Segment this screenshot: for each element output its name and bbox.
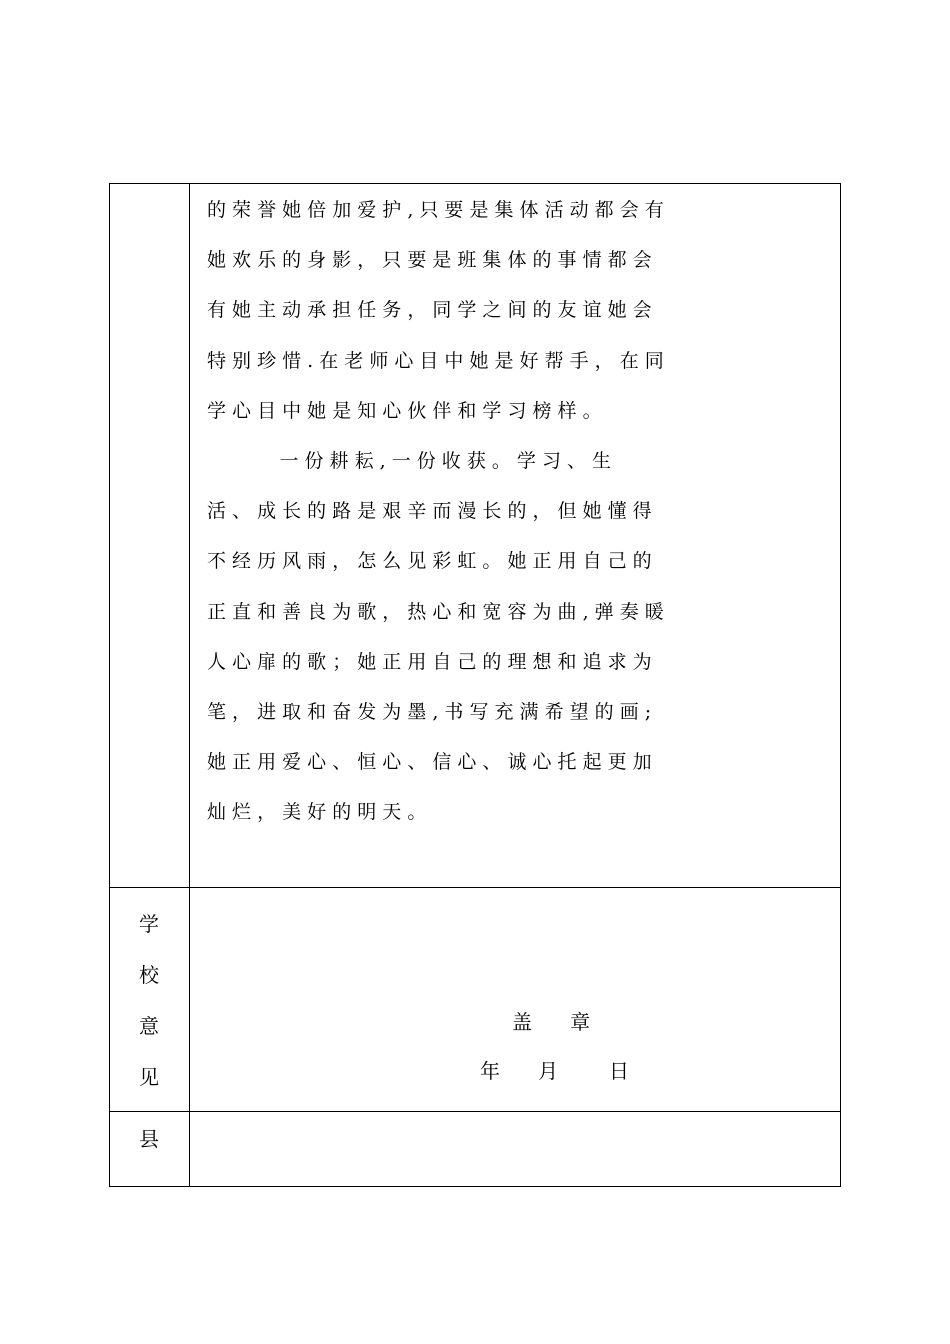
school-opinion-label-char: 学 xyxy=(139,912,159,936)
narrative-line: 活 、 成 长 的 路 是 艰 辛 而 漫 长 的 ， 但 她 懂 得 xyxy=(207,500,652,523)
narrative-line: 人 心 扉 的 歌 ； 她 正 用 自 己 的 理 想 和 追 求 为 xyxy=(207,650,652,673)
school-opinion-label xyxy=(110,905,188,1109)
narrative-line: 一 份 耕 耘 , 一 份 收 获 。 学 习 、 生 xyxy=(207,449,612,472)
narrative-line: 学 心 目 中 她 是 知 心 伙 伴 和 学 习 榜 样 。 xyxy=(207,399,602,422)
school-opinion-label-char: 校 xyxy=(139,963,159,987)
school-opinion-label-char: 见 xyxy=(139,1065,159,1089)
row-divider-school-opinion xyxy=(110,887,840,888)
narrative-line: 正 直 和 善 良 为 歌 ， 热 心 和 宽 容 为 曲 , 弹 奏 暖 xyxy=(207,600,664,623)
seal-text: 盖 章 xyxy=(512,1010,591,1034)
narrative-line: 的 荣 誉 她 倍 加 爱 护 , 只 要 是 集 体 活 动 都 会 有 xyxy=(207,199,664,221)
school-opinion-label-char: 意 xyxy=(139,1014,159,1038)
narrative-line: 有 她 主 动 承 担 任 务 ， 同 学 之 间 的 友 谊 她 会 xyxy=(207,299,652,322)
row-divider-county xyxy=(110,1111,840,1112)
student-narrative xyxy=(207,194,817,846)
narrative-line: 特 别 珍 惜 . 在 老 师 心 目 中 她 是 好 帮 手 ， 在 同 xyxy=(207,349,664,372)
narrative-line: 她 欢 乐 的 身 影 ， 只 要 是 班 集 体 的 事 情 都 会 xyxy=(207,249,652,272)
county-label: 县 xyxy=(139,1127,159,1151)
narrative-line: 她 正 用 爱 心 、 恒 心 、 信 心 、 诚 心 托 起 更 加 xyxy=(207,751,652,774)
column-divider xyxy=(189,184,190,1186)
date-text: 年 月 日 xyxy=(480,1059,630,1083)
narrative-line: 笔 ， 进 取 和 奋 发 为 墨 , 书 写 充 满 希 望 的 画 ; xyxy=(207,700,652,723)
narrative-line: 灿 烂 ， 美 好 的 明 天 。 xyxy=(207,801,427,824)
narrative-line: 不 经 历 风 雨 ， 怎 么 见 彩 虹 。 她 正 用 自 己 的 xyxy=(207,550,652,573)
